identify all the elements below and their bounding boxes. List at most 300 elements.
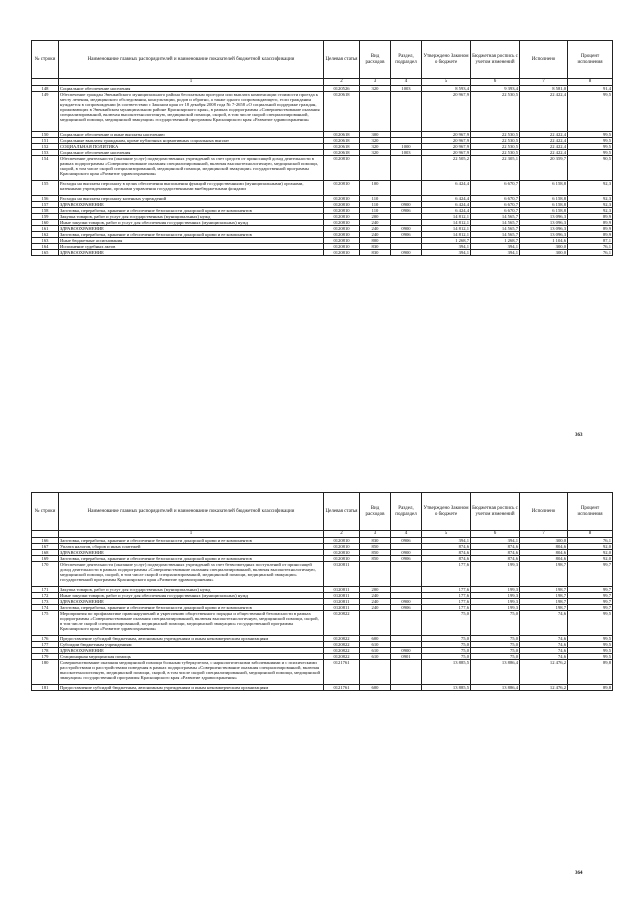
cell-p: 92,3: [568, 208, 613, 214]
cell-t: 0120811: [324, 593, 360, 599]
table-row: [32, 181, 613, 196]
cell-s: 0900: [391, 648, 422, 654]
cell-e: 804,6: [520, 550, 568, 556]
cell-b: 6 670,7: [471, 181, 520, 196]
cell-name: Заготовка, переработка, хранение и обеспечение безопасности донорской крови и ее компонентов: [59, 208, 324, 214]
cell-a: 14 812,1: [422, 214, 471, 220]
cell-s: 0906: [391, 208, 422, 214]
cell-p: 99,5: [568, 654, 613, 660]
header-name: Наименование главных распорядителей и наименование показателей бюджетной классификации: [59, 41, 324, 79]
cell-e: 74,6: [520, 642, 568, 648]
cell-b: 874,6: [471, 550, 520, 556]
cell-a: 177,6: [422, 593, 471, 599]
cell-b: 9 393,4: [471, 86, 520, 92]
header-name: Наименование главных распорядителей и наименование показателей бюджетной классификации: [59, 493, 324, 531]
cell-n: 158: [32, 208, 59, 214]
cell-e: 74,6: [520, 654, 568, 660]
cell-name: Иные закупки товаров, работ и услуг для обеспечения государственных (муниципальных) нужд: [59, 593, 324, 599]
cell-n: 173: [32, 599, 59, 605]
cell-p: 92,3: [568, 196, 613, 202]
cell-b: 6 670,7: [471, 208, 520, 214]
cell-name: ЗДРАВООХРАНЕНИЕ: [59, 550, 324, 556]
cell-name: Иные закупки товаров, работ и услуг для обеспечения государственных (муниципальных) нужд: [59, 220, 324, 226]
cell-t: 0120810: [324, 544, 360, 550]
cell-n: 161: [32, 226, 59, 232]
cell-a: 14 812,1: [422, 232, 471, 238]
cell-e: 6 158,8: [520, 202, 568, 208]
cell-t: 0120526: [324, 86, 360, 92]
cell-name: Закупка товаров, работ и услуг для государственных (муниципальных) нужд: [59, 214, 324, 220]
cell-b: 75,0: [471, 611, 520, 636]
cell-t: 0120810: [324, 220, 360, 226]
cell-a: 75,0: [422, 642, 471, 648]
cell-a: 75,0: [422, 648, 471, 654]
cell-p: 76,1: [568, 538, 613, 544]
cell-b: 199,3: [471, 587, 520, 593]
cell-v: [360, 660, 391, 685]
table-row: [32, 250, 613, 256]
cell-n: 153: [32, 150, 59, 156]
cell-t: 0120810: [324, 238, 360, 244]
cell-s: 0906: [391, 556, 422, 562]
header-executed: Исполнено: [520, 493, 568, 531]
cell-s: 0906: [391, 605, 422, 611]
cell-e: 198,7: [520, 605, 568, 611]
cell-a: 20 967,9: [422, 132, 471, 138]
cell-n: 174: [32, 605, 59, 611]
cell-e: 198,7: [520, 599, 568, 605]
cell-p: 99,7: [568, 562, 613, 587]
cell-v: 850: [360, 544, 391, 550]
page-number: 363: [575, 433, 583, 438]
cell-e: 74,6: [520, 636, 568, 642]
header-section: Раздел, подраздел: [391, 41, 422, 79]
cell-v: 100: [360, 181, 391, 196]
cell-b: 75,0: [471, 654, 520, 660]
colnum: 8: [568, 79, 613, 86]
cell-t: 0120810: [324, 196, 360, 202]
cell-t: 0120618: [324, 138, 360, 144]
cell-v: [360, 92, 391, 132]
header-approved: Утверждено Законом о бюджете: [422, 493, 471, 531]
cell-v: 320: [360, 86, 391, 92]
cell-v: 610: [360, 642, 391, 648]
cell-e: 198,7: [520, 562, 568, 587]
cell-s: [391, 562, 422, 587]
cell-s: 0900: [391, 550, 422, 556]
cell-b: 14 565,7: [471, 220, 520, 226]
cell-e: 74,6: [520, 611, 568, 636]
cell-s: [391, 685, 422, 691]
cell-n: 169: [32, 556, 59, 562]
cell-b: 6 670,7: [471, 196, 520, 202]
cell-name: Исполнение судебных актов: [59, 244, 324, 250]
table-row: [32, 685, 613, 691]
cell-p: 89,9: [568, 226, 613, 232]
cell-b: 874,6: [471, 544, 520, 550]
cell-p: 99,5: [568, 642, 613, 648]
colnum: [32, 79, 59, 86]
cell-b: 22 530,5: [471, 138, 520, 144]
cell-name: Иные бюджетные ассигнования: [59, 238, 324, 244]
cell-v: 200: [360, 214, 391, 220]
cell-p: 99,5: [568, 611, 613, 636]
cell-name: Заготовка, переработка, хранение и обеспечение безопасности донорской крови и ее компонентов: [59, 556, 324, 562]
header-target: Целевая статья: [324, 493, 360, 531]
colnum: 7: [520, 531, 568, 538]
cell-name: СОЦИАЛЬНАЯ ПОЛИТИКА: [59, 144, 324, 150]
header-exptype: Вид расходов: [360, 493, 391, 531]
cell-name: ЗДРАВООХРАНЕНИЕ: [59, 599, 324, 605]
header-approved: Утверждено Законом о бюджете: [422, 41, 471, 79]
cell-p: 99,7: [568, 593, 613, 599]
cell-n: 179: [32, 654, 59, 660]
cell-b: 394,1: [471, 250, 520, 256]
cell-name: Субсидии бюджетным учреждениям: [59, 642, 324, 648]
cell-t: 0120822: [324, 611, 360, 636]
cell-n: 149: [32, 92, 59, 132]
budget-table: [31, 492, 613, 691]
cell-b: 14 565,7: [471, 214, 520, 220]
header-section: Раздел, подраздел: [391, 493, 422, 531]
cell-v: 240: [360, 232, 391, 238]
column-number-row: [32, 79, 613, 86]
table-row: [32, 92, 613, 132]
cell-n: 167: [32, 544, 59, 550]
cell-s: [391, 156, 422, 181]
cell-e: 804,6: [520, 556, 568, 562]
cell-n: 171: [32, 587, 59, 593]
cell-t: 0120822: [324, 642, 360, 648]
cell-b: 13 886,4: [471, 685, 520, 691]
cell-t: 0120811: [324, 587, 360, 593]
cell-s: [391, 611, 422, 636]
cell-s: [391, 181, 422, 196]
cell-p: 92,3: [568, 181, 613, 196]
cell-s: [391, 92, 422, 132]
cell-name: Заготовка, переработка, хранение и обеспечение безопасности донорской крови и ее компонентов: [59, 605, 324, 611]
header-executed: Исполнено: [520, 41, 568, 79]
cell-name: Социальные выплаты гражданам, кроме публичных нормативных социальных выплат: [59, 138, 324, 144]
cell-b: 874,6: [471, 556, 520, 562]
cell-v: 240: [360, 605, 391, 611]
colnum: [32, 531, 59, 538]
cell-n: 165: [32, 250, 59, 256]
cell-t: 0120810: [324, 538, 360, 544]
cell-a: 1 268,7: [422, 238, 471, 244]
cell-b: 199,3: [471, 593, 520, 599]
cell-t: 0120618: [324, 92, 360, 132]
cell-n: 177: [32, 642, 59, 648]
column-number-row: [32, 531, 613, 538]
cell-a: 75,0: [422, 611, 471, 636]
cell-p: 99,5: [568, 144, 613, 150]
cell-e: 13 096,3: [520, 232, 568, 238]
cell-name: Расходы на выплаты персоналу казенных учреждений: [59, 196, 324, 202]
page-364: [31, 492, 612, 876]
cell-name: Обеспечение деятельности (оказание услуг) подведомственных учреждений за счет средств от приносящей доход деятельности в рамках подпрограммы «Совершенствование оказания специализированной, включая высокотехнологичную, медицинской помощи, скорой, в том числе скорой специализированной, медицинской помощи, медицинской эвакуации» государственной программы Красноярского края «Развитие здравоохранения»: [59, 156, 324, 181]
cell-b: 75,0: [471, 648, 520, 654]
cell-a: 20 967,9: [422, 92, 471, 132]
cell-e: 74,6: [520, 648, 568, 654]
cell-t: 0120810: [324, 214, 360, 220]
cell-v: 850: [360, 556, 391, 562]
budget-table: [31, 40, 613, 256]
cell-a: 874,6: [422, 556, 471, 562]
table-row: [32, 156, 613, 181]
cell-v: 300: [360, 132, 391, 138]
cell-v: 110: [360, 196, 391, 202]
cell-a: 6 424,4: [422, 202, 471, 208]
cell-a: 13 885,5: [422, 660, 471, 685]
cell-e: 20 359,7: [520, 156, 568, 181]
cell-s: 0900: [391, 250, 422, 256]
cell-name: Предоставление субсидий бюджетным, автономным учреждениям и иным некоммерческим организациям: [59, 636, 324, 642]
cell-a: 6 424,4: [422, 208, 471, 214]
colnum: 7: [520, 79, 568, 86]
colnum: 5: [422, 79, 471, 86]
cell-p: 89,8: [568, 660, 613, 685]
cell-n: 160: [32, 220, 59, 226]
cell-a: 177,6: [422, 562, 471, 587]
cell-v: 200: [360, 587, 391, 593]
cell-t: 0120618: [324, 132, 360, 138]
cell-name: Мероприятия по профилактике правонарушений и укреплению общественного порядка и общественной безопасности в рамках подпрограммы «Совершенствование оказания специализированной, включая высокотехнологичную, медицинской помощи, скорой, в том числе скорой специализированной, медицинской помощи, медицинской эвакуации» государственной программы Красноярского края «Развитие здравоохранения»: [59, 611, 324, 636]
table-row: [32, 562, 613, 587]
cell-e: 13 096,3: [520, 214, 568, 220]
colnum: 6: [471, 79, 520, 86]
cell-p: 87,1: [568, 238, 613, 244]
cell-n: 168: [32, 550, 59, 556]
colnum: 3: [360, 531, 391, 538]
cell-n: 156: [32, 196, 59, 202]
cell-a: 22 505,2: [422, 156, 471, 181]
cell-v: 830: [360, 538, 391, 544]
cell-b: 14 565,7: [471, 232, 520, 238]
cell-a: 874,6: [422, 544, 471, 550]
cell-e: 13 096,3: [520, 226, 568, 232]
cell-name: Уплата налогов, сборов и иных платежей: [59, 544, 324, 550]
cell-p: 99,5: [568, 92, 613, 132]
cell-n: 162: [32, 232, 59, 238]
cell-e: 22 422,4: [520, 138, 568, 144]
cell-n: 154: [32, 156, 59, 181]
cell-n: 151: [32, 138, 59, 144]
cell-a: 177,6: [422, 605, 471, 611]
cell-e: 6 158,8: [520, 181, 568, 196]
cell-name: Стационарная медицинская помощь: [59, 654, 324, 660]
cell-b: 75,0: [471, 642, 520, 648]
cell-e: 198,7: [520, 587, 568, 593]
colnum: 2: [324, 531, 360, 538]
cell-a: 14 812,1: [422, 226, 471, 232]
cell-t: 0120810: [324, 202, 360, 208]
cell-a: 20 967,9: [422, 138, 471, 144]
colnum: 1: [59, 79, 324, 86]
cell-p: 89,9: [568, 220, 613, 226]
cell-e: 8 581,0: [520, 86, 568, 92]
cell-name: ЗДРАВООХРАНЕНИЕ: [59, 250, 324, 256]
cell-e: 6 158,8: [520, 196, 568, 202]
cell-name: Расходы на выплаты персоналу в целях обеспечения выполнения функций государственными (муниципальными) органами, казенными учреждениями, органами управления государственными внебюджетными фондами: [59, 181, 324, 196]
cell-t: 0120822: [324, 648, 360, 654]
cell-a: 13 885,5: [422, 685, 471, 691]
header-target: Целевая статья: [324, 41, 360, 79]
cell-n: 176: [32, 636, 59, 642]
cell-name: Социальное обеспечение населения: [59, 150, 324, 156]
cell-t: 0120822: [324, 654, 360, 660]
cell-p: 99,5: [568, 636, 613, 642]
cell-name: Предоставление субсидий бюджетным, автономным учреждениям и иным некоммерческим организациям: [59, 685, 324, 691]
cell-a: 75,0: [422, 636, 471, 642]
cell-e: 300,0: [520, 250, 568, 256]
page-363: [31, 40, 612, 438]
cell-t: 0120822: [324, 636, 360, 642]
cell-e: 22 422,4: [520, 92, 568, 132]
cell-name: Обеспечение граждан Эвенкийского муниципального района бесплатным проездом или выплата компенсации стоимости проезда к месту лечения, медицинского обследования, консультации, родов и обратно, а также одного сопровождающего, если гражданин нуждается в сопровождении (в соответствии с Законом края от 18 декабря 2008 года № 7-2658 «О социальной поддержке граждан, проживающих в Эвенкийском муниципальном районе Красноярского края», в рамках подпрограммы «Совершенствование оказания специализированной, включая высокотехнологичную, медицинской помощи, скорой, в том числе скорой специализированной, медицинской помощи, медицинской эвакуации» государственной программы Красноярского края «Развитие здравоохранения»: [59, 92, 324, 132]
cell-t: 0120811: [324, 605, 360, 611]
cell-n: 178: [32, 648, 59, 654]
cell-t: 0121761: [324, 660, 360, 685]
cell-p: 99,7: [568, 605, 613, 611]
cell-e: 300,0: [520, 538, 568, 544]
cell-p: 76,1: [568, 244, 613, 250]
header-num: № строки: [32, 41, 59, 79]
cell-s: 0900: [391, 599, 422, 605]
cell-s: [391, 660, 422, 685]
cell-v: 850: [360, 550, 391, 556]
cell-name: ЗДРАВООХРАНЕНИЕ: [59, 648, 324, 654]
cell-p: 89,8: [568, 685, 613, 691]
cell-v: 240: [360, 226, 391, 232]
cell-v: 320: [360, 144, 391, 150]
header-exptype: Вид расходов: [360, 41, 391, 79]
cell-e: 12 476,2: [520, 660, 568, 685]
cell-v: [360, 562, 391, 587]
cell-v: [360, 156, 391, 181]
cell-name: Заготовка, переработка, хранение и обеспечение безопасности донорской крови и ее компонентов: [59, 232, 324, 238]
cell-e: 1 104,6: [520, 238, 568, 244]
cell-a: 394,1: [422, 244, 471, 250]
cell-n: 150: [32, 132, 59, 138]
cell-s: 1003: [391, 86, 422, 92]
cell-e: 12 476,2: [520, 685, 568, 691]
cell-a: 6 424,4: [422, 196, 471, 202]
colnum: 5: [422, 531, 471, 538]
cell-e: 300,0: [520, 244, 568, 250]
header-budget: Бюджетная роспись с учетом изменений: [471, 493, 520, 531]
cell-s: 0906: [391, 232, 422, 238]
colnum: 6: [471, 531, 520, 538]
cell-t: 0120811: [324, 562, 360, 587]
cell-p: 99,5: [568, 150, 613, 156]
cell-t: 0120810: [324, 232, 360, 238]
cell-n: 166: [32, 538, 59, 544]
colnum: 1: [59, 531, 324, 538]
cell-b: 394,1: [471, 538, 520, 544]
cell-b: 22 305,1: [471, 156, 520, 181]
cell-e: 804,6: [520, 544, 568, 550]
cell-t: 0120810: [324, 250, 360, 256]
cell-v: 320: [360, 150, 391, 156]
cell-name: ЗДРАВООХРАНЕНИЕ: [59, 202, 324, 208]
cell-n: 181: [32, 685, 59, 691]
colnum: 8: [568, 531, 613, 538]
cell-p: 99,7: [568, 599, 613, 605]
cell-v: 830: [360, 250, 391, 256]
cell-v: 110: [360, 202, 391, 208]
cell-b: 14 565,7: [471, 226, 520, 232]
cell-p: 92,0: [568, 550, 613, 556]
cell-s: 1000: [391, 144, 422, 150]
page-number: 364: [575, 871, 583, 876]
cell-v: 610: [360, 654, 391, 660]
colnum: 4: [391, 79, 422, 86]
table-row: [32, 611, 613, 636]
cell-t: 0120810: [324, 556, 360, 562]
cell-v: 110: [360, 208, 391, 214]
header-percent: Процент исполнения: [568, 41, 613, 79]
cell-n: 164: [32, 244, 59, 250]
cell-name: Закупка товаров, работ и услуг для государственных (муниципальных) нужд: [59, 587, 324, 593]
cell-s: 0900: [391, 226, 422, 232]
cell-t: 0120810: [324, 181, 360, 196]
cell-t: 0120618: [324, 150, 360, 156]
header-row: [32, 493, 613, 531]
cell-e: 198,7: [520, 593, 568, 599]
cell-a: 394,1: [422, 538, 471, 544]
cell-n: 180: [32, 660, 59, 685]
cell-b: 199,3: [471, 605, 520, 611]
cell-p: 99,5: [568, 138, 613, 144]
cell-v: 600: [360, 685, 391, 691]
header-num: № строки: [32, 493, 59, 531]
cell-v: 800: [360, 238, 391, 244]
cell-p: 89,9: [568, 214, 613, 220]
cell-n: 170: [32, 562, 59, 587]
cell-a: 14 812,1: [422, 220, 471, 226]
cell-b: 394,1: [471, 244, 520, 250]
cell-a: 20 967,9: [422, 150, 471, 156]
cell-a: 75,0: [422, 654, 471, 660]
colnum: 2: [324, 79, 360, 86]
cell-e: 22 422,4: [520, 144, 568, 150]
cell-a: 8 593,4: [422, 86, 471, 92]
header-row: [32, 41, 613, 79]
cell-b: 22 530,5: [471, 150, 520, 156]
cell-b: 22 530,5: [471, 144, 520, 150]
cell-v: 320: [360, 138, 391, 144]
cell-n: 148: [32, 86, 59, 92]
cell-p: 99,7: [568, 587, 613, 593]
cell-b: 6 670,7: [471, 202, 520, 208]
cell-p: 90,5: [568, 156, 613, 181]
cell-v: 240: [360, 599, 391, 605]
cell-p: 76,1: [568, 250, 613, 256]
cell-b: 199,3: [471, 562, 520, 587]
cell-t: 0120810: [324, 550, 360, 556]
cell-e: 22 422,4: [520, 132, 568, 138]
cell-t: 0120810: [324, 156, 360, 181]
cell-t: 0120618: [324, 144, 360, 150]
cell-n: 155: [32, 181, 59, 196]
cell-a: 177,6: [422, 599, 471, 605]
cell-n: 163: [32, 238, 59, 244]
table-body: [32, 538, 613, 691]
cell-e: 22 422,4: [520, 150, 568, 156]
colnum: 3: [360, 79, 391, 86]
cell-v: 830: [360, 244, 391, 250]
